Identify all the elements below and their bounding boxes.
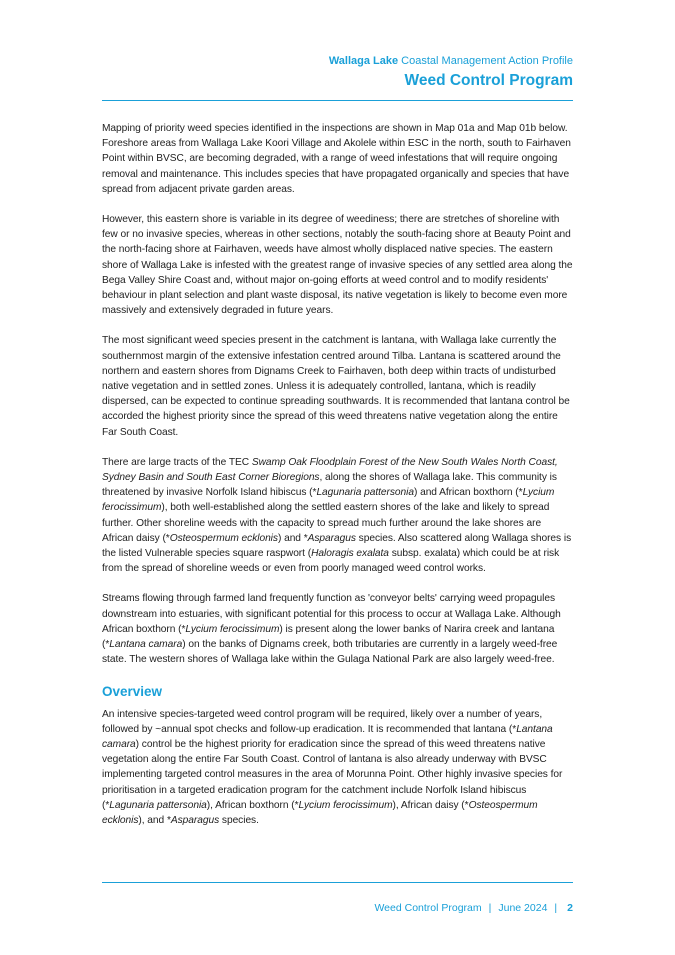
- paragraph-5: [102, 591, 574, 667]
- text-run: ) on the banks of Dignams creek, both tributaries are currently in a largely weed-free state. The western shores of Wallaga lake within the Gulaga National Park are also largely weed-free.: [102, 639, 558, 666]
- header-profile: Coastal Management Action Profile: [398, 55, 573, 67]
- species-name-text: Lantana camara: [109, 639, 183, 651]
- text-run: ), African daisy (*: [392, 799, 469, 811]
- page-footer: [374, 901, 573, 915]
- text-run: ) control be the highest priority for eradication since the spread of this weed threatens native vegetation along the entire Far South Coast. Control of lantana is also already underway with BVSC implementing targeted control measures in the area of Morunna Point. Other highly invasive species for prioritisation in a targeted eradication program for the catchment include Norfolk Island hibiscus (*: [102, 738, 563, 811]
- text-run: There are large tracts of the TEC: [102, 456, 252, 468]
- footer-separator-1: |: [488, 902, 492, 914]
- species-name-text: Lagunaria pattersonia: [316, 487, 414, 499]
- footer-title: Weed Control Program: [374, 902, 482, 914]
- overview-heading: Overview: [102, 683, 163, 699]
- text-run: Streams flowing through farmed land frequently function as 'conveyor belts' carrying weed propagules downstream into estuaries, with significant potential for this process to occur at Wallaga Lake. Although African boxthorn (*: [102, 593, 561, 635]
- text-run: ) is present along the lower banks of Narira creek and lantana (*: [102, 623, 555, 651]
- text-run: , along the shores of Wallaga lake. This community is threatened by invasive Norfolk Island hibiscus (*: [102, 472, 557, 499]
- header-divider: [102, 100, 573, 101]
- text-run: ) and African boxthorn (*: [413, 487, 523, 499]
- species-name-text: Lantana camara: [102, 723, 553, 750]
- header-title: Weed Control Program: [404, 72, 573, 89]
- text-run: subsp. exalata) which could be at risk from the spread of shoreline weeds or even from poorly managed weed control works.: [102, 548, 560, 575]
- text-run: species.: [219, 814, 259, 826]
- header-profile-line: [329, 54, 573, 68]
- footer-divider: [102, 882, 573, 883]
- overview-paragraph: [102, 707, 574, 829]
- header-place: Wallaga Lake: [328, 55, 399, 67]
- text-run: However, this eastern shore is variable in its degree of weediness; there are stretches of shoreline with few or no invasive species, whereas in other sections, notably the south-facing shore at Beauty Point and the north-facing shore at Fairhaven, weeds have almost wholly displaced native species. The eastern shore of Wallaga Lake is infested with the greatest range of invasive species of any settled area along the Bega Valley Shire Coast and, without major on-going efforts at weed control and to modify residents' behaviour in plant selection and plant waste disposal, its native vegetation is likely to become even more massively and extensively degraded in future years.: [102, 214, 573, 317]
- species-name-text: Asparagus: [307, 532, 356, 544]
- species-name-text: Haloragis exalata: [311, 548, 389, 560]
- page-header: [329, 54, 573, 91]
- species-name-text: Asparagus: [170, 814, 220, 826]
- text-run: Mapping of priority weed species identified in the inspections are shown in Map 01a and Map 01b below. Foreshore areas from Wallaga Lake Koori Village and Akolele within ESC in the north, south to Fairhaven Point within BVSC, are becoming degraded, with a range of weed infestations that will require ongoing removal and maintenance. This includes species that have propagated organically and species that have spread from adjacent private garden areas.: [102, 123, 571, 195]
- paragraph-4: [102, 455, 574, 577]
- text-run: ) and *: [277, 532, 308, 544]
- species-name-text: Lagunaria pattersonia: [109, 799, 207, 811]
- paragraph-1: [102, 121, 574, 197]
- species-name-text: Lycium ferocissimum: [298, 799, 393, 811]
- text-run: species. Also scattered along Wallaga shores is the listed Vulnerable species square raspwort (: [102, 532, 572, 560]
- page-number: 2: [567, 902, 573, 914]
- main-content: [102, 121, 574, 843]
- species-name-text: Lycium ferocissimum: [102, 487, 555, 514]
- text-run: ), African boxthorn (*: [206, 799, 299, 811]
- species-name-text: Osteospermum ecklonis: [169, 532, 278, 544]
- paragraph-2: [102, 212, 574, 318]
- species-name-text: Lycium ferocissimum: [185, 623, 280, 635]
- paragraph-3: [102, 333, 574, 439]
- text-run: ), and *: [138, 814, 171, 826]
- species-name-text: Swamp Oak Floodplain Forest of the New South Wales North Coast, Sydney Basin and South East Corner Bioregions: [102, 456, 558, 484]
- text-run: ), both well-established along the settled eastern shores of the lake and likely to spread further. Other shoreline weeds with the capacity to spread much further around the lake shores are African daisy (*: [102, 502, 550, 544]
- footer-date: June 2024: [498, 902, 548, 914]
- text-run: An intensive species-targeted weed control program will be required, likely over a number of years, followed by ~annual spot checks and follow-up eradication. It is recommended that lantana (*: [102, 708, 543, 735]
- text-run: The most significant weed species present in the catchment is lantana, with Wallaga lake currently the southernmost margin of the extensive infestation centred around Tilba. Lantana is scattered around the northern and eastern shores from Dignams Creek to Fairhaven, both deep within tracts of undisturbed native vegetation and in settled zones. Unless it is adequately controlled, lantana, which is readily dispersed, can be expected to continue spreading southwards. It is recommended that lantana control be accorded the highest priority since the spread of this weed threatens native vegetation along the entire Far South Coast.: [102, 335, 570, 438]
- species-name-text: Osteospermum ecklonis: [102, 799, 538, 826]
- footer-separator-2: |: [554, 902, 558, 914]
